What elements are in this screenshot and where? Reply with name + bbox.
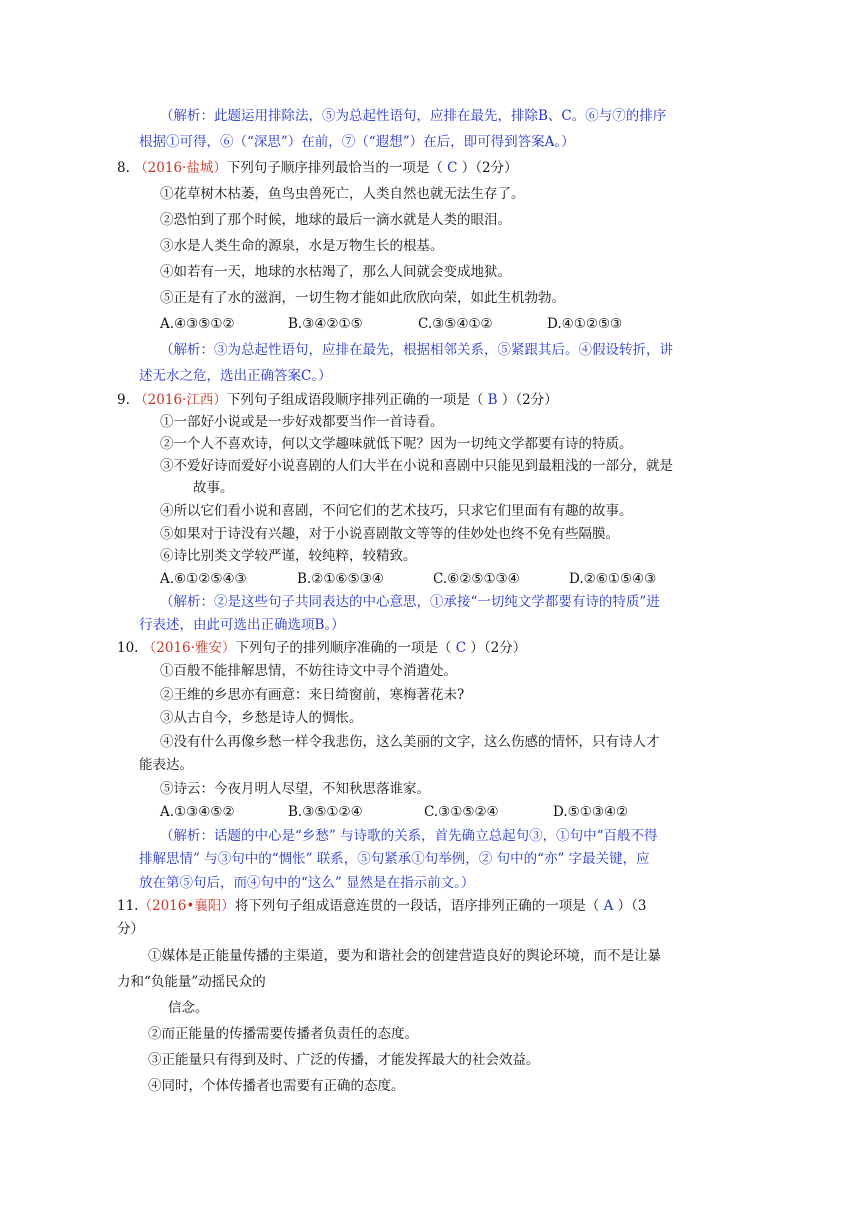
analysis-line: （解析：②是这些句子共同表达的中心意思，①承接“一切纯文学都要有诗的特质”进 <box>160 594 660 610</box>
sentence-item-continued: 信念。 <box>168 1000 209 1016</box>
sentence-item: ②一个人不喜欢诗，何以文学趣味就低下呢？因为一切纯文学都要有诗的特质。 <box>160 436 633 452</box>
sentence-item-continued: 能表达。 <box>139 757 193 773</box>
option-c: C.③⑤④①② <box>418 316 493 332</box>
sentence-item: ①百般不能排解思情，不妨往诗文中寻个消遣处。 <box>160 663 457 679</box>
option-b: B.③⑤①②④ <box>288 804 363 820</box>
sentence-item: ①媒体是正能量传播的主渠道，要为和谐社会的创建营造良好的舆论环境，而不是让暴 <box>148 948 661 964</box>
question-score: ）（2分） <box>501 392 558 408</box>
question-9-stem <box>117 389 558 411</box>
question-10-stem <box>117 637 526 659</box>
sentence-item: ④同时，个体传播者也需要有正确的态度。 <box>148 1078 405 1094</box>
answer-letter: C <box>447 160 458 176</box>
sentence-item: ④所以它们看小说和喜剧，不问它们的艺术技巧，只求它们里面有有趣的故事。 <box>160 503 633 519</box>
question-number: 9. <box>117 392 130 408</box>
analysis-q7-line-2: 根据①可得，⑥（“深思”）在前，⑦（“遐想”）在后，即可得到答案A。） <box>139 134 575 150</box>
analysis-line: 排解思情” 与③句中的“惆怅” 联系，⑤句紧承①句举例，② 句中的“亦” 字最关键，应 <box>139 851 650 867</box>
sentence-item: ⑥诗比别类文学较严谨，较纯粹，较精致。 <box>160 548 417 564</box>
sentence-item: ③从古自今，乡愁是诗人的惆怅。 <box>160 710 363 726</box>
sentence-item: ⑤正是有了水的滋润，一切生物才能如此欣欣向荣，如此生机勃勃。 <box>160 290 565 306</box>
option-c: C.⑥②⑤①③④ <box>433 571 520 587</box>
answer-letter: B <box>487 392 498 408</box>
sentence-item: ④没有什么再像乡愁一样令我悲伤，这么美丽的文字，这么伤感的情怀，只有诗人才 <box>160 734 660 750</box>
question-score: ）（3 <box>617 898 647 914</box>
analysis-line: 行表述，由此可选出正确选项B。） <box>139 617 345 633</box>
sentence-item: ②恐怕到了那个时候，地球的最后一滴水就是人类的眼泪。 <box>160 212 511 228</box>
question-number: 8. <box>117 160 130 176</box>
sentence-item: ③正能量只有得到及时、广泛的传播，才能发挥最大的社会效益。 <box>148 1052 540 1068</box>
option-b: B.②①⑥⑤③④ <box>297 571 384 587</box>
option-d: D.④①②⑤③ <box>547 316 623 332</box>
analysis-line: （解析：③为总起性语句，应排在最先，根据相邻关系，⑤紧跟其后。④假设转折，讲 <box>160 342 673 358</box>
question-number: 10. <box>117 640 139 656</box>
analysis-line: 述无水之危，选出正确答案C。） <box>139 368 332 384</box>
sentence-item: ①一部好小说或是一步好戏都要当作一首诗看。 <box>160 414 444 430</box>
question-source: （2016·江西） <box>134 392 227 408</box>
option-c: C.③①⑤②④ <box>424 804 499 820</box>
sentence-item-continued: 故事。 <box>193 480 234 496</box>
question-number: 11. <box>117 898 139 914</box>
question-text: 下列句子组成语段顺序排列正确的一项是（ <box>226 392 484 408</box>
sentence-item: ③不爱好诗而爱好小说喜剧的人们大半在小说和喜剧中只能见到最粗浅的一部分，就是 <box>160 458 673 474</box>
option-d: D.②⑥①⑤④③ <box>569 571 657 587</box>
answer-letter: C <box>455 640 467 656</box>
option-b: B.③④②①⑤ <box>288 316 363 332</box>
question-text: 将下列句子组成语意连贯的一段话，语序排列正确的一项是（ <box>234 898 600 914</box>
sentence-item: ②而正能量的传播需要传播者负责任的态度。 <box>148 1026 418 1042</box>
option-a: A.④③⑤①② <box>160 316 235 332</box>
analysis-q7-line-1: （解析：此题运用排除法，⑤为总起性语句，应排在最先，排除B、C。⑥与⑦的排序 <box>160 108 667 124</box>
question-text: 下列句子顺序排列最恰当的一项是（ <box>226 160 443 176</box>
question-8-stem <box>117 157 518 179</box>
question-source: （2016·盐城） <box>134 160 227 176</box>
question-score: ）（2分） <box>470 640 527 656</box>
sentence-item-continued: 力和“负能量”动摇民众的 <box>117 974 266 990</box>
question-score-continued: 分） <box>117 921 144 937</box>
analysis-line: （解析：话题的中心是“乡愁” 与诗歌的关系，首先确立总起句③，①句中“百般不得 <box>160 828 658 844</box>
sentence-item: ②王维的乡思亦有画意：来日绮窗前，寒梅著花未? <box>160 687 465 703</box>
analysis-line: 放在第⑤句后，而④句中的“这么” 显然是在指示前文。） <box>139 875 475 891</box>
option-a: A.⑥①②⑤④③ <box>160 571 247 587</box>
sentence-item: ⑤诗云：今夜月明人尽望，不知秋思落谁家。 <box>160 781 430 797</box>
answer-letter: A <box>603 898 614 914</box>
option-a: A.①③④⑤② <box>160 804 235 820</box>
question-source: （2016•襄阳） <box>138 898 235 914</box>
sentence-item: ③水是人类生命的源泉，水是万物生长的根基。 <box>160 238 444 254</box>
question-score: ）（2分） <box>461 160 518 176</box>
question-source: （2016·雅安） <box>142 640 236 656</box>
sentence-item: ①花草树木枯萎，鱼鸟虫兽死亡，人类自然也就无法生存了。 <box>160 186 525 202</box>
option-d: D.⑤①③④② <box>553 804 629 820</box>
question-text: 下列句子的排列顺序准确的一项是（ <box>235 640 452 656</box>
question-11-stem <box>117 895 647 917</box>
sentence-item: ④如若有一天，地球的水枯竭了，那么人间就会变成地狱。 <box>160 264 511 280</box>
sentence-item: ⑤如果对于诗没有兴趣，对于小说喜剧散文等等的佳妙处也终不免有些隔膜。 <box>160 526 619 542</box>
